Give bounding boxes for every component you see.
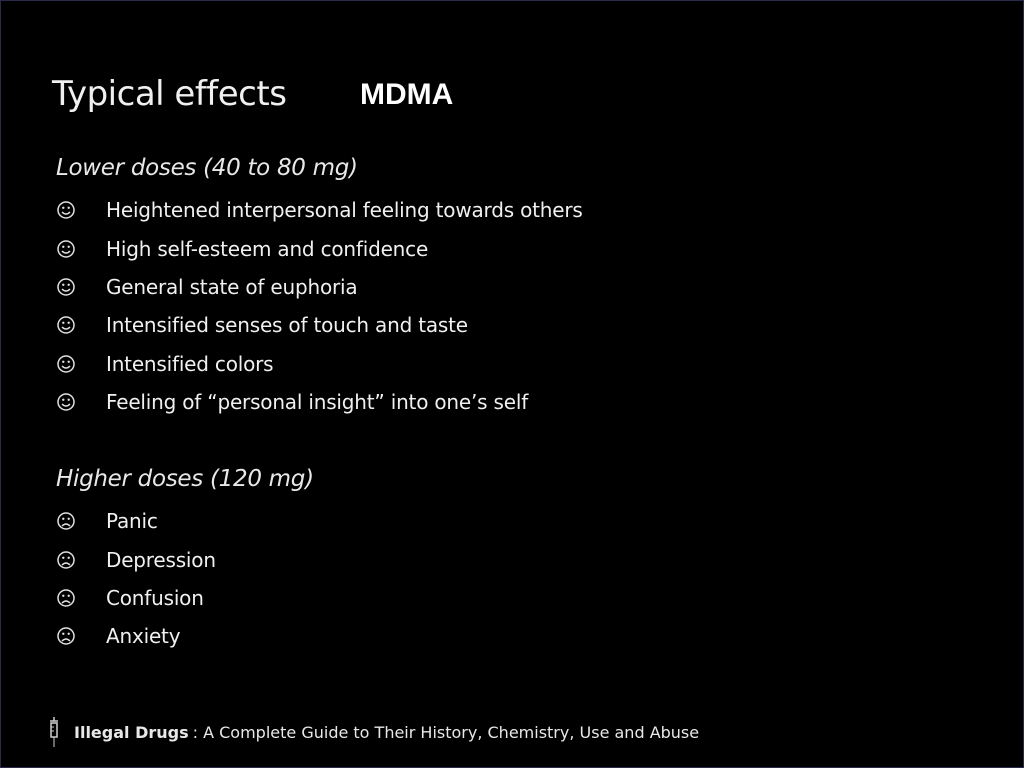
frowny-face-icon — [56, 588, 76, 608]
smiley-face-icon — [56, 277, 76, 297]
list-item-text: Intensified colors — [106, 351, 274, 376]
higher-doses-list — [54, 502, 216, 656]
lower-doses-list — [54, 191, 583, 421]
footer-subtitle: : A Complete Guide to Their History, Chemistry, Use and Abuse — [192, 722, 700, 742]
lower-doses-heading: Lower doses (40 to 80 mg) — [56, 155, 358, 181]
smiley-face-icon — [56, 239, 76, 259]
slide-subject: MDMA — [360, 78, 454, 111]
list-item — [54, 229, 583, 267]
syringe-icon — [46, 716, 62, 748]
list-item — [54, 383, 583, 421]
list-item-text: Heightened interpersonal feeling towards others — [106, 198, 583, 223]
list-item — [54, 579, 216, 617]
slide-title: Typical effects — [52, 74, 287, 114]
frowny-face-icon — [56, 626, 76, 646]
smiley-face-icon — [56, 392, 76, 412]
list-item — [54, 617, 216, 655]
footer-book-title: Illegal Drugs — [74, 722, 189, 742]
list-item — [54, 306, 583, 344]
list-item — [54, 191, 583, 229]
list-item-text: General state of euphoria — [106, 274, 358, 299]
list-item-text: Intensified senses of touch and taste — [106, 313, 468, 338]
list-item-text: Feeling of “personal insight” into one’s self — [106, 390, 529, 415]
smiley-face-icon — [56, 200, 76, 220]
list-item — [54, 345, 583, 383]
list-item-text: Confusion — [106, 585, 204, 610]
list-item-text: Depression — [106, 547, 216, 572]
frowny-face-icon — [56, 511, 76, 531]
higher-doses-heading: Higher doses (120 mg) — [56, 466, 314, 492]
list-item — [54, 502, 216, 540]
list-item — [54, 268, 583, 306]
list-item-text: Anxiety — [106, 624, 181, 649]
list-item-text: Panic — [106, 509, 158, 534]
list-item-text: High self-esteem and confidence — [106, 236, 429, 261]
footer — [46, 716, 699, 748]
list-item — [54, 540, 216, 578]
frowny-face-icon — [56, 550, 76, 570]
smiley-face-icon — [56, 315, 76, 335]
smiley-face-icon — [56, 354, 76, 374]
